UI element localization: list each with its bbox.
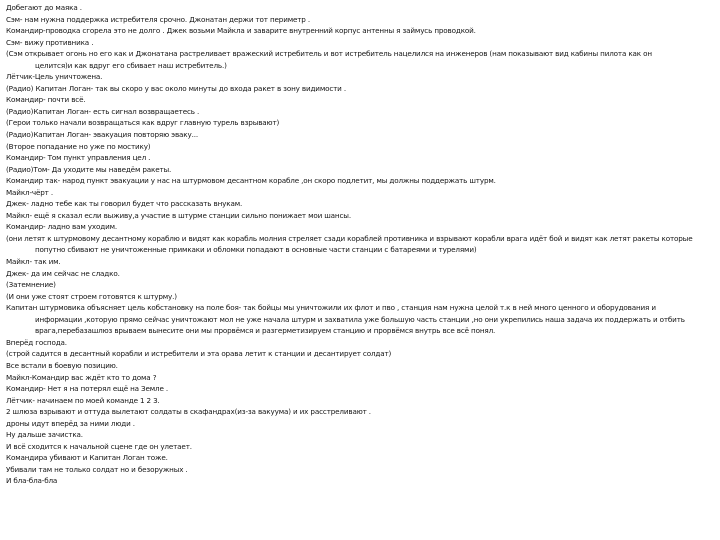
text-line: (Герои только начали возвращаться как вдруг главную турель взрывают): [6, 118, 280, 128]
text-line: Командир так- народ пункт эвакуации у нас на штурмовом десантном корабле ,он скоро подлетит, мы должны поддержать штурм.: [6, 176, 496, 186]
text-line: Капитан штурмовика объясняет цель кобстановку на поле боя- так бойцы мы уничтожили их флот и пво , станция нам нужна целой т.к в ней много ценного и оборудования и: [6, 303, 656, 313]
text-line: Майкл- ещё я сказал если выживу,а участие в штурме станции сильно понижает мои шансы.: [6, 210, 351, 220]
text-line: Сэм- нам нужна поддержка истребителя срочно. Джонатан держи тот периметр .: [6, 14, 310, 24]
text-line: Майкл-Командир вас ждёт кто то дома ?: [6, 372, 157, 382]
text-line: Лётчик-Цель уничтожена.: [6, 72, 103, 82]
text-line: Майкл- так им.: [6, 257, 61, 267]
text-line: (Второе попадание но уже по мостику): [6, 141, 151, 151]
text-line: 2 шлюза взрывают и оттуда вылетают солдаты в скафандрах(из-за вакуума) и их расстреливают .: [6, 407, 371, 417]
text-line: (Радио)Том- Да уходите мы наведём ракеты.: [6, 164, 172, 174]
text-line: Командир-проводка сгорела это не долго . Джек возьми Майкла и заварите внутренний корпус антенны я займусь проводкой.: [6, 26, 476, 36]
text-line-continuation: целится)и как вдруг его сбивает наш истребитель.): [35, 60, 227, 70]
text-line: (они летят к штурмовому десантному кораблю и видят как корабль молния стреляет сзади кораблей противника и взрывают корабли врага идёт бой и видят как летят ракеты которые: [6, 233, 693, 243]
text-line: Командира убивают и Капитан Логан тоже.: [6, 453, 168, 463]
text-line: Вперёд господа.: [6, 337, 67, 347]
text-line-continuation: врага,перебазашлюз врываем вынесите они мы прорвёмся и разгерметизируем станцию и прорвёмся внутрь все всё понял.: [35, 326, 496, 336]
text-line: Убивали там не только солдат но и безоружных .: [6, 464, 188, 474]
paragraph: [6, 48, 714, 71]
text-line: Ну дальше зачистка.: [6, 430, 83, 440]
text-line: Командир- Нет я на потерял ещё на Земле .: [6, 384, 169, 394]
text-line: Командир- ладно вам уходим.: [6, 222, 118, 232]
text-line: (Радио) Капитан Логан- так вы скоро у вас около минуты до входа ракет в зону видимости .: [6, 83, 346, 93]
text-line-continuation: попутно сбивают не уничтоженные примкаки и обломки попадают в основные части станции с батареями и турелями): [35, 245, 477, 255]
text-line: (И они уже стоят строем готовятся к штурму.): [6, 291, 177, 301]
text-line: Сэм- вижу противника .: [6, 37, 94, 47]
text-line: Майкл-чёрт .: [6, 187, 53, 197]
text-line-continuation: информации ,которую прямо сейчас уничтожают мол не уже начала штурм и захватила уже большую часть станции ,но они укрепились наша задача их поддержать и отбить: [35, 314, 685, 324]
text-line: (строй садится в десантный корабли и истребители и эта орава летит к станции и десантирует солдат): [6, 349, 392, 359]
text-line: дроны идут вперёд за ними люди .: [6, 418, 135, 428]
text-line: (Сэм открывает огонь но его как и Джонатана растреливает вражеский истребитель и вот истребитель нацелился на инженеров (нам показывают вид кабины пилота как он: [6, 49, 652, 59]
text-line: (Радио)Капитан Логан- есть сигнал возвращаетесь .: [6, 106, 200, 116]
text-line: И бла-бла-бла: [6, 476, 58, 486]
text-line: Командир- почти всё.: [6, 95, 86, 105]
text-line: Джек- да им сейчас не сладко.: [6, 268, 120, 278]
text-line: Командир- Том пункт управления цел .: [6, 153, 151, 163]
text-line: Джек- ладно тебе как ты говорил будет что рассказать внукам.: [6, 199, 243, 209]
text-line: (Затемнение): [6, 280, 56, 290]
paragraph: [6, 233, 714, 256]
text-line: Все встали в боевую позицию.: [6, 360, 118, 370]
text-line: И всё сходится к начальной сцене где он улетает.: [6, 441, 192, 451]
text-line: (Радио)Капитан Логан- эвакуация повторяю эваку...: [6, 130, 198, 140]
paragraph: [6, 302, 714, 337]
text-line: Лётчик- начинаем по моей команде 1 2 3.: [6, 395, 160, 405]
text-line: Добегают до маяка .: [6, 3, 82, 12]
